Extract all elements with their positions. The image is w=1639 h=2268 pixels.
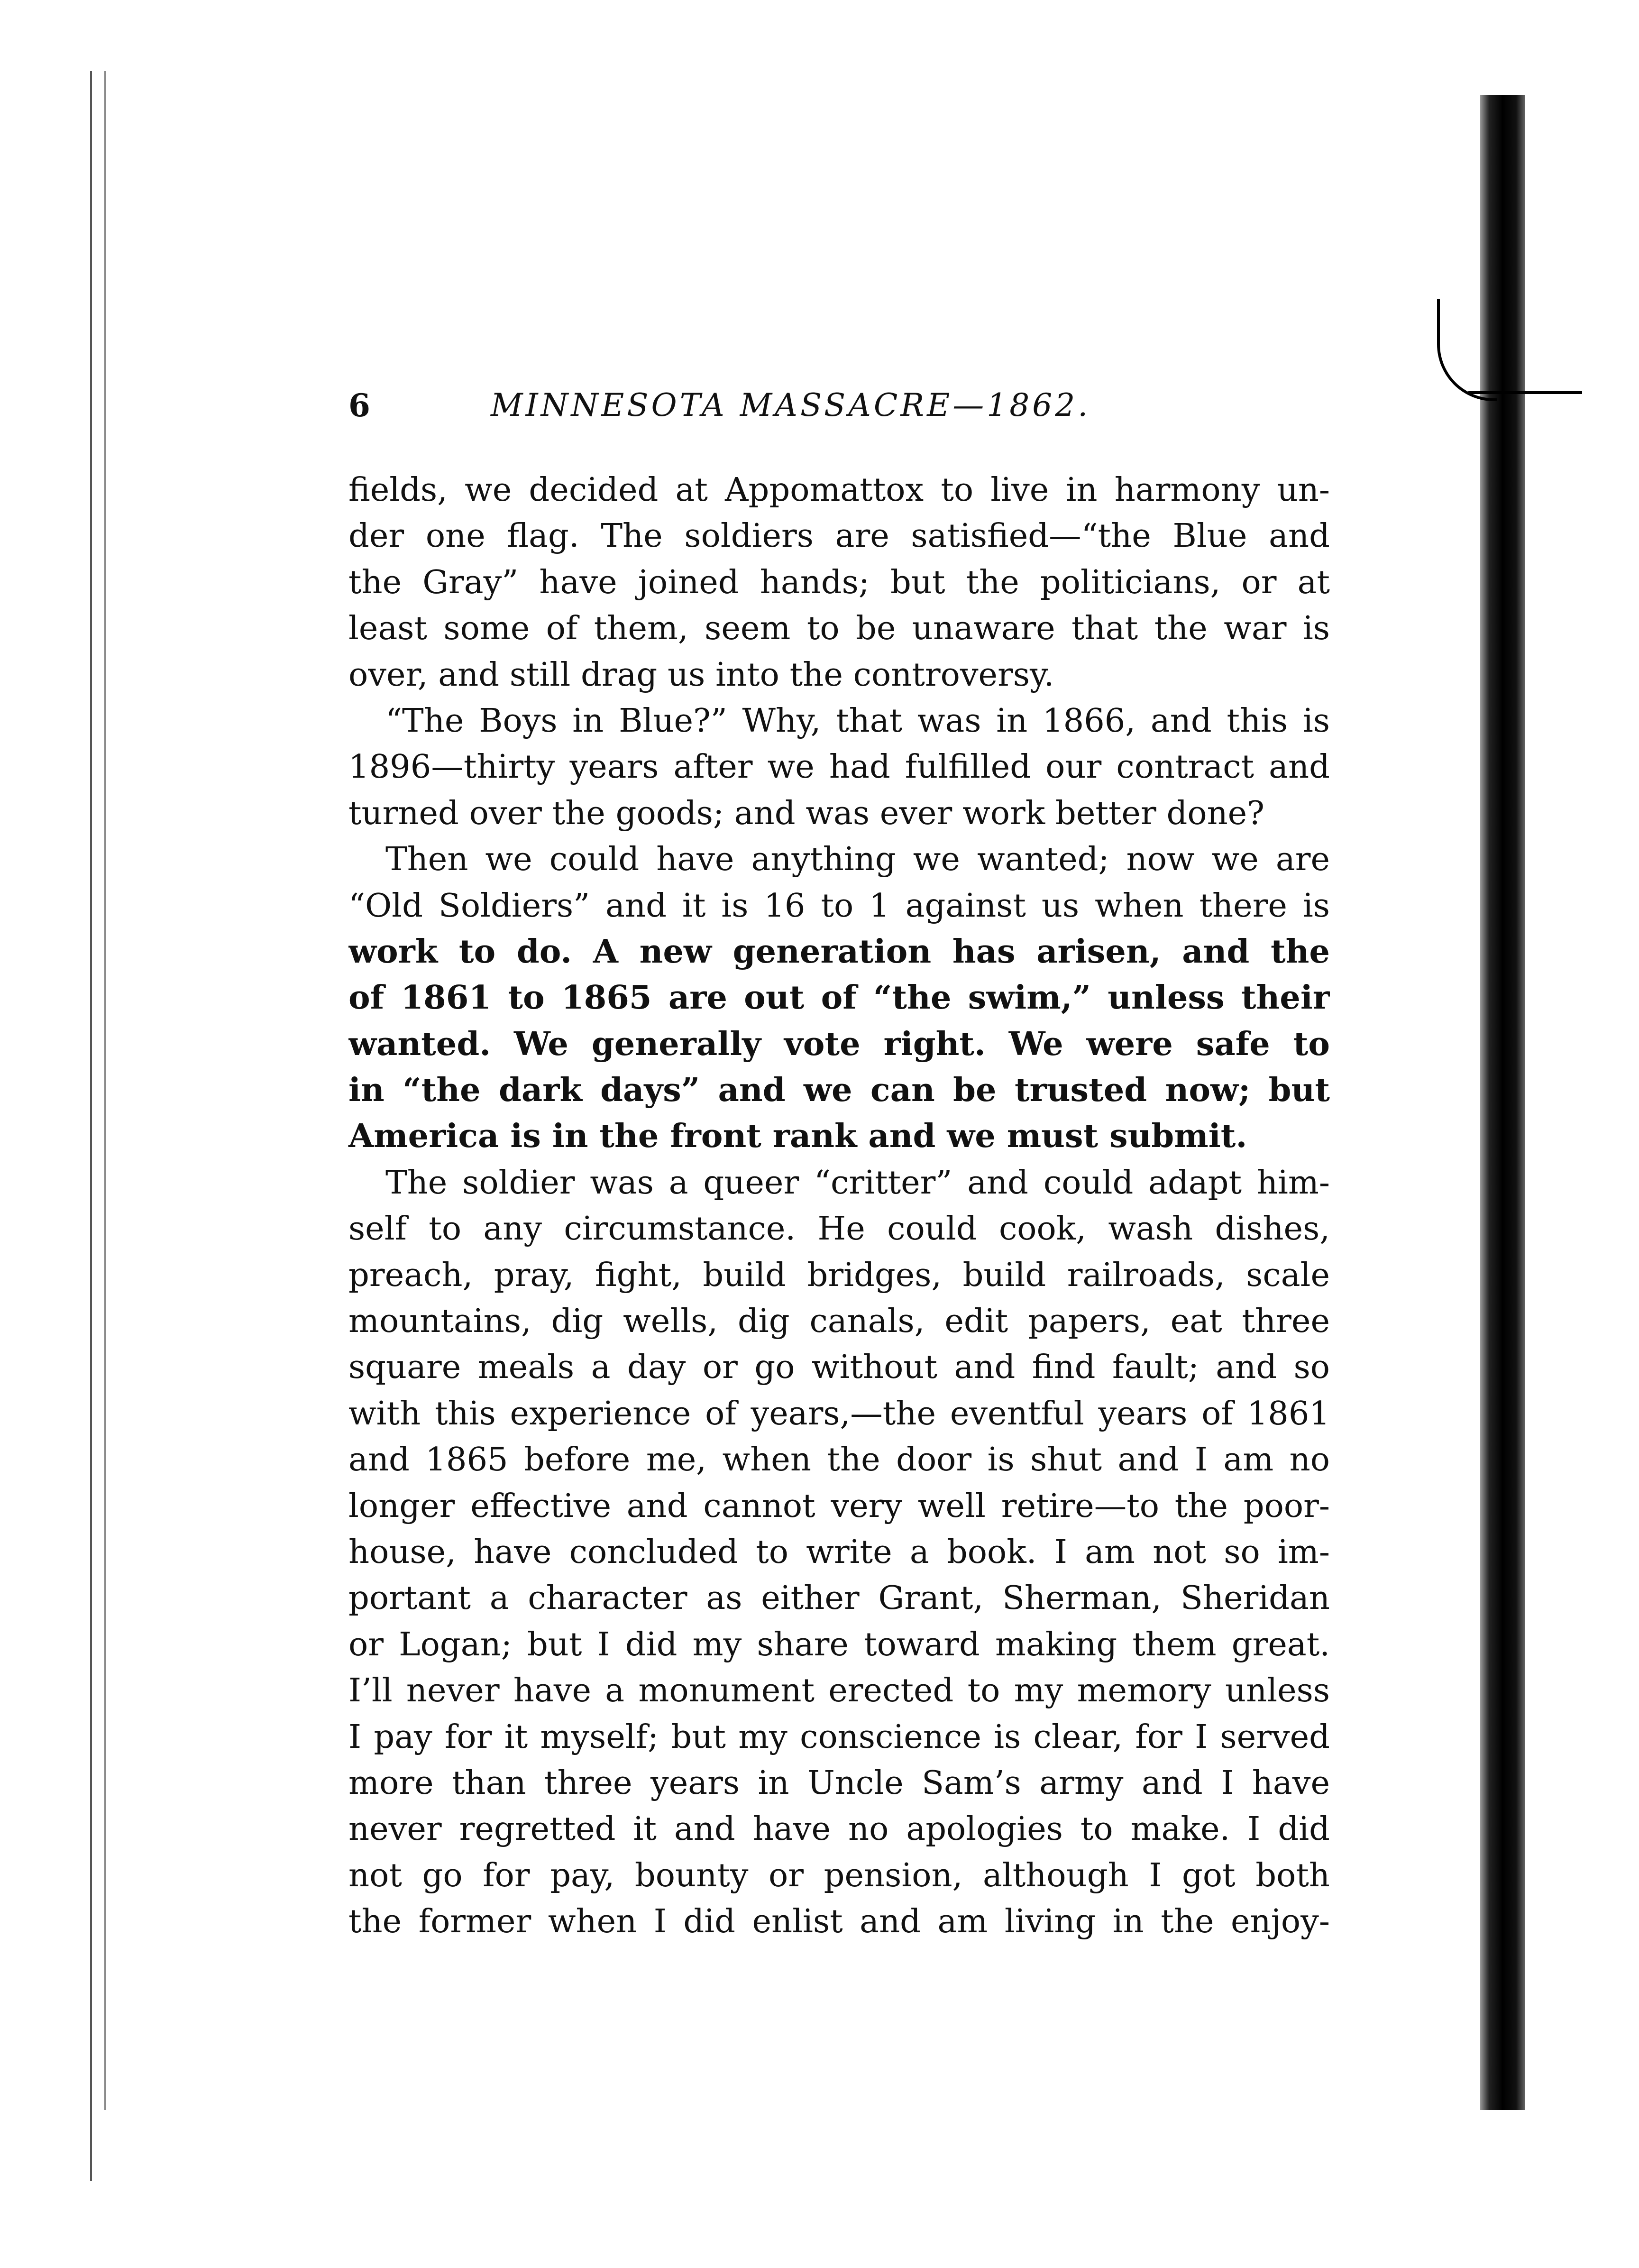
text-line: portant a character as either Grant, Sherman, Sheridan [348,1579,1330,1617]
text-line: the former when I did enlist and am living in the enjoy- [348,1902,1330,1941]
page-edge-curl [1437,299,1497,401]
page-edge-mark [1468,391,1582,394]
text-line: mountains, dig wells, dig canals, edit papers, eat three [348,1302,1330,1341]
text-line: work to do. A new generation has arisen, and the [348,932,1330,971]
body-text [348,467,1330,1945]
text-line: house, have concluded to write a book. I am not so im- [348,1533,1330,1571]
binding-line [90,71,92,2181]
text-line: wanted. We generally vote right. We were safe to [348,1025,1330,1063]
text-line: in “the dark days” and we can be trusted now; but [348,1071,1330,1110]
text-line: “The Boys in Blue?” Why, that was in 1866, and this is [385,701,1330,740]
text-line: with this experience of years,—the eventful years of 1861 [348,1394,1330,1432]
text-line: and 1865 before me, when the door is shut and I am no [348,1441,1330,1479]
text-line: preach, pray, fight, build bridges, build railroads, scale [348,1256,1330,1294]
text-line: the Gray” have joined hands; but the politicians, or at [348,563,1330,601]
text-line: I’ll never have a monument erected to my memory unless [348,1671,1330,1710]
running-head: MINNESOTA MASSACRE—1862. [491,387,1091,423]
text-line: or Logan; but I did my share toward making them great. [348,1625,1330,1663]
text-line: der one flag. The soldiers are satisfied—“the Blue and [348,517,1330,555]
text-line: of 1861 to 1865 are out of “the swim,” unless their [348,979,1330,1017]
text-line: longer effective and cannot very well retire—to the poor- [348,1487,1330,1525]
text-line: America is in the front rank and we must submit. [348,1117,1247,1156]
text-line: 1896—thirty years after we had fulfilled our contract and [348,748,1330,786]
text-line: “Old Soldiers” and it is 16 to 1 against us when there is [348,886,1330,925]
text-line: self to any circumstance. He could cook, wash dishes, [348,1210,1330,1248]
text-line: more than three years in Uncle Sam’s army and I have [348,1763,1330,1802]
text-line: turned over the goods; and was ever work better done? [348,794,1264,832]
binding-line [104,71,106,2110]
text-line: I pay for it myself; but my conscience is clear, for I served [348,1717,1330,1756]
text-line: never regretted it and have no apologies to make. I did [348,1810,1330,1848]
text-line: over, and still drag us into the controversy. [348,655,1054,694]
page-number: 6 [348,387,370,424]
text-line: not go for pay, bounty or pension, although I got both [348,1856,1330,1894]
text-line: least some of them, seem to be unaware that the war is [348,609,1330,648]
text-line: The soldier was a queer “critter” and could adapt him- [385,1163,1330,1202]
text-line: fields, we decided at Appomattox to live in harmony un- [348,471,1330,509]
text-line: square meals a day or go without and find fault; and so [348,1348,1330,1387]
text-line: Then we could have anything we wanted; now we are [385,840,1330,879]
